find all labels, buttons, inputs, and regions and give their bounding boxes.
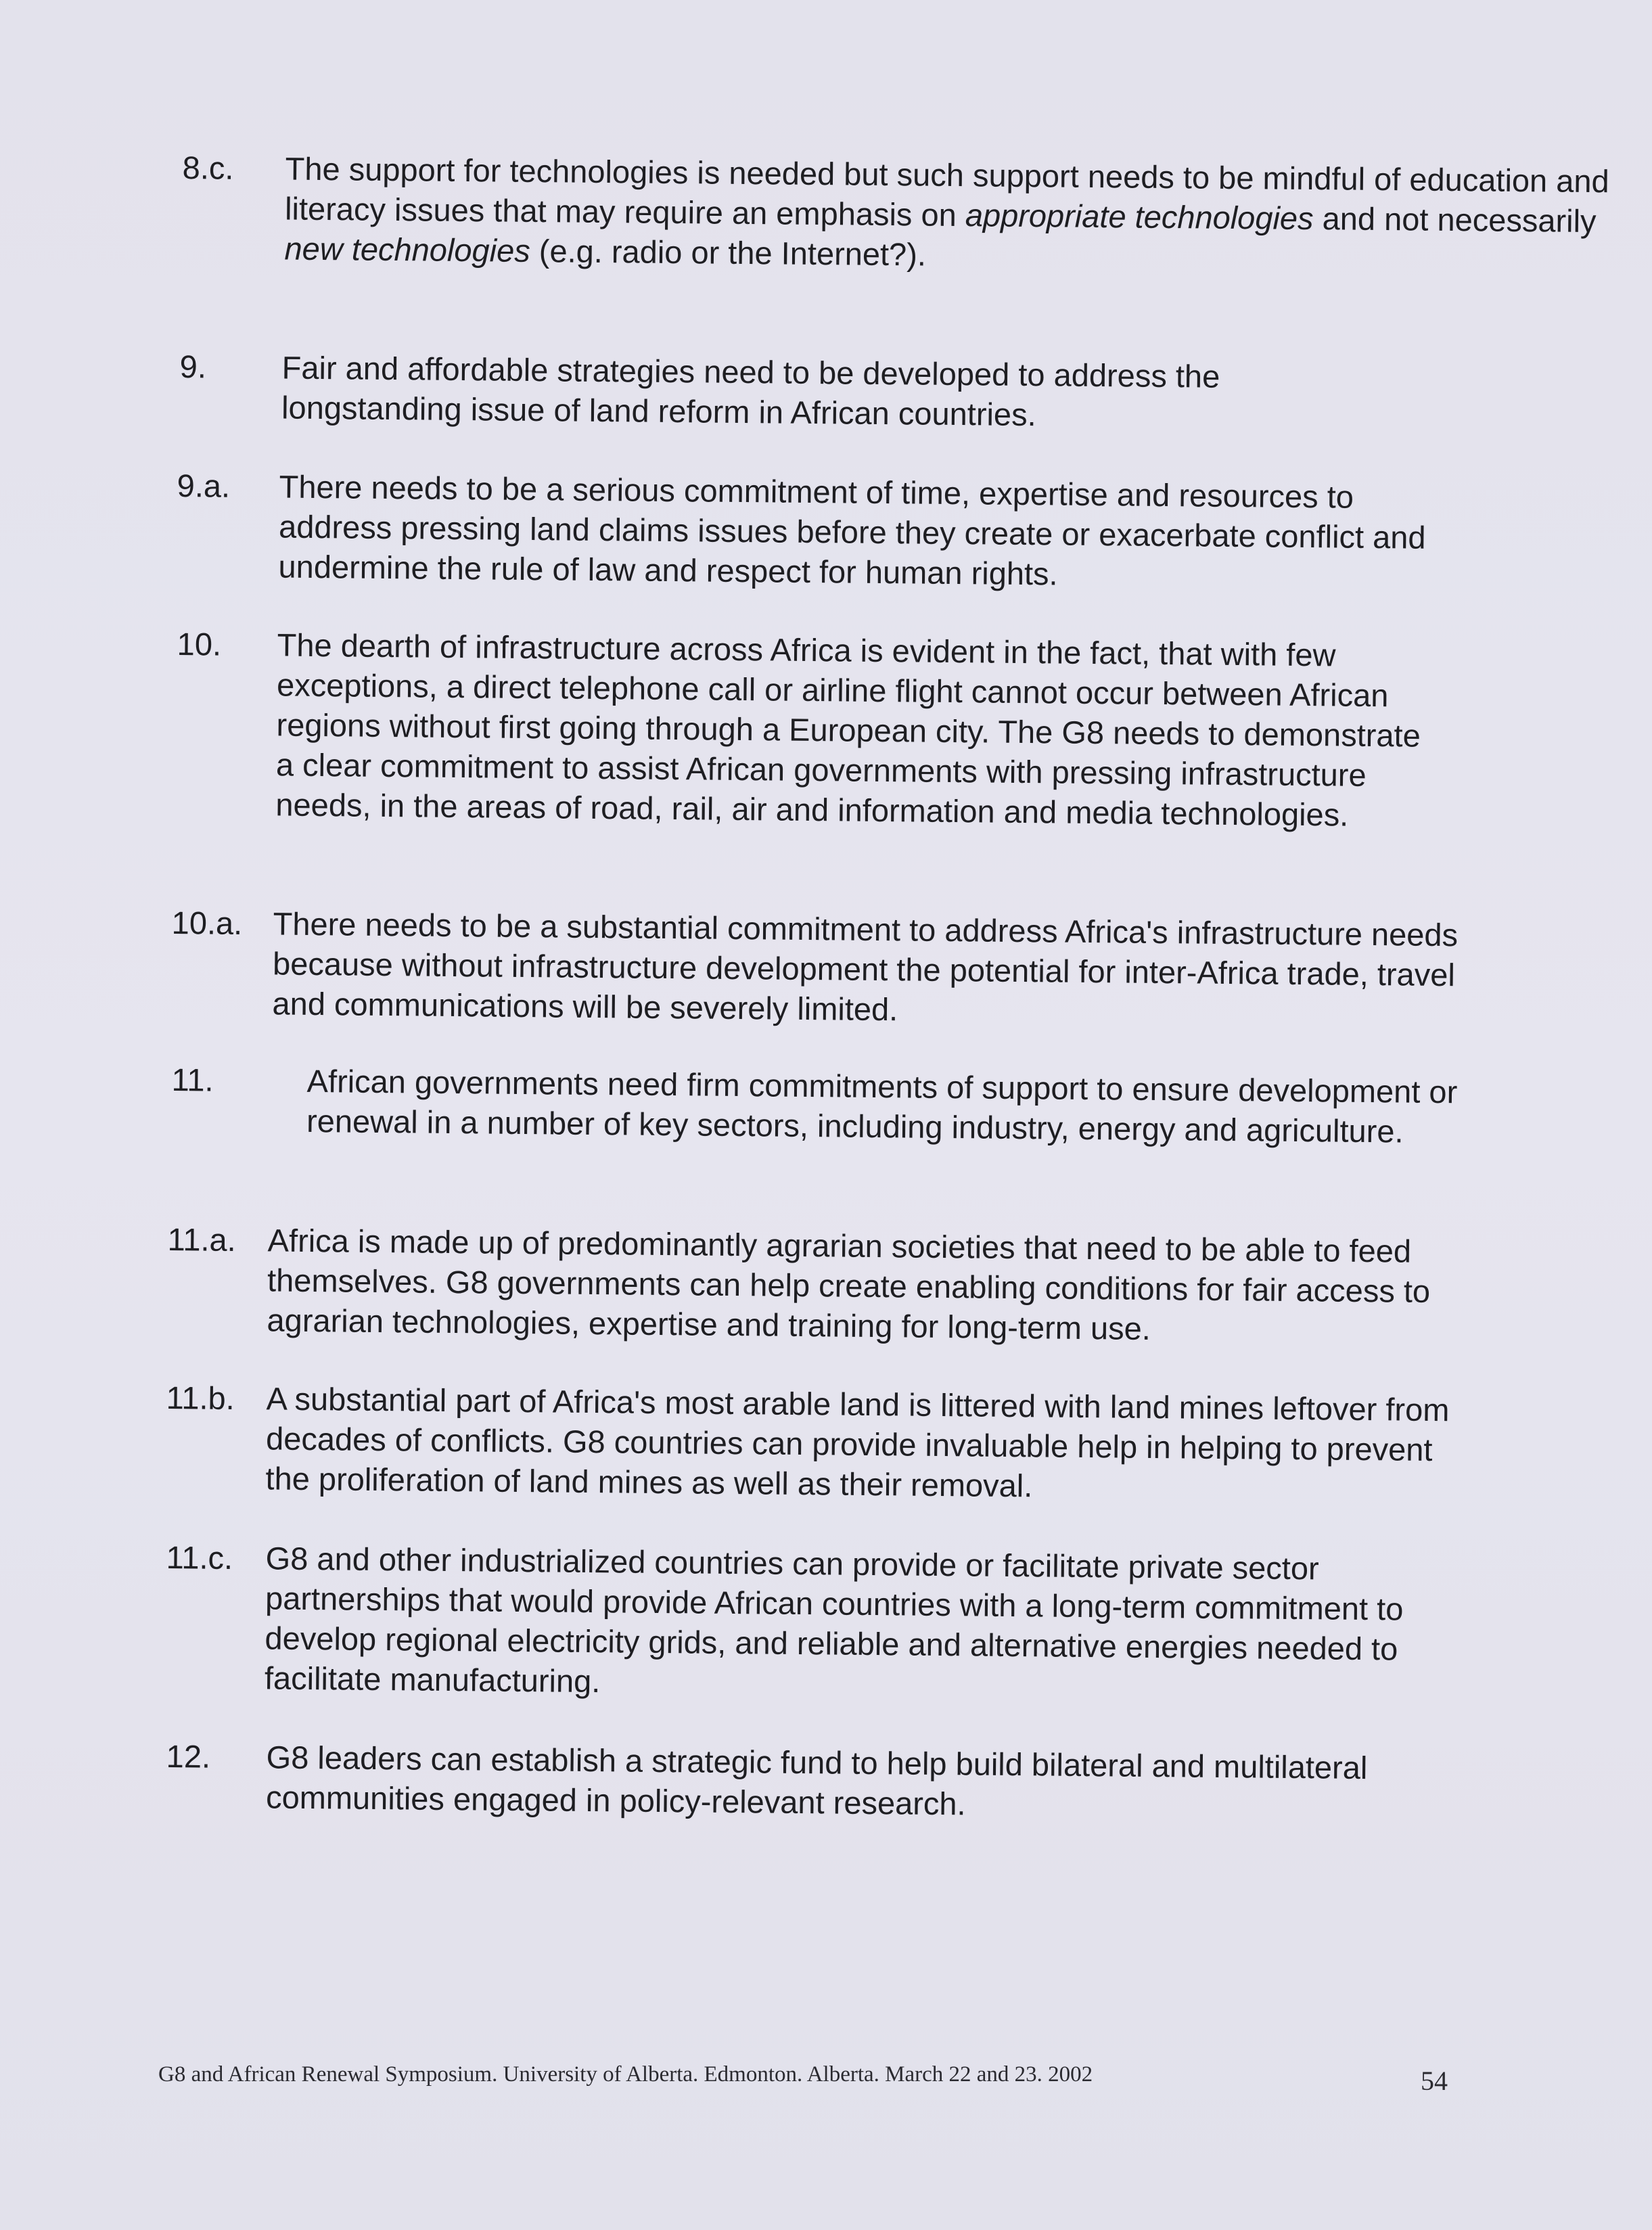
- item-number: 11.b.: [166, 1379, 235, 1416]
- item-text-part: A substantial part of Africa's most arable land is littered with land mines leftover from decades of conflicts. G8 countries can provide invaluable help in helping to prevent the proliferation of land mines as well as their removal.: [265, 1380, 1450, 1504]
- item-number: 9.a.: [177, 467, 231, 504]
- item-text-part: G8 and other industrialized countries can provide or facilitate private sector partnerships that would provide African countries with a long-term commitment to develop regional electricity grids, and reliable and alternative energies needed to facilitate manufacturing.: [264, 1540, 1404, 1700]
- item-text: [278, 466, 1470, 597]
- item-text: [266, 1737, 1477, 1828]
- item-text-italic: appropriate technologies: [965, 197, 1314, 237]
- item-text: [275, 624, 1441, 835]
- item-text-part: There needs to be a substantial commitment to address Africa's infrastructure needs because without infrastructure development the potential for inter-Africa trade, travel and communications will be severely limited.: [272, 905, 1459, 1028]
- item-text-part: African governments need firm commitments of support to ensure development or renewal in a number of key sectors, including industry, energy and agriculture.: [306, 1062, 1458, 1150]
- item-text-part: (e.g. radio or the Internet?).: [530, 232, 927, 273]
- item-text: [281, 347, 1297, 436]
- item-text-part: and not necessarily: [1313, 200, 1597, 240]
- item-text: [267, 1220, 1472, 1351]
- item-number: 11.c.: [166, 1539, 233, 1576]
- item-text-part: The dearth of infrastructure across Africa is evident in the fact, that with few exceptions, a direct telephone call or airline flight cannot occur between African regions without first going through a European city. The G8 needs to demonstrate a clear commitment to assist African governments with pressing infrastructure needs, in the areas of road, rail, air and information and media technologies.: [275, 627, 1421, 833]
- item-text-part: G8 leaders can establish a strategic fund to help build bilateral and multilateral communities engaged in policy-relevant research.: [265, 1739, 1368, 1822]
- item-text: [265, 1538, 1456, 1709]
- item-number: 10.: [177, 625, 222, 662]
- item-text-italic: new technologies: [284, 230, 531, 269]
- page-footer: G8 and African Renewal Symposium. University of Alberta. Edmonton. Alberta. March 22 and 23. 2002: [158, 2062, 1093, 2087]
- item-text-part: Africa is made up of predominantly agrarian societies that need to be able to feed themselves. G8 governments can help create enabling conditions for fair access to agrarian technologies, expertise and training for long-term use.: [267, 1222, 1431, 1346]
- item-text-part: There needs to be a serious commitment of time, expertise and resources to address pressing land claims issues before they create or exacerbate conflict and undermine the rule of law and respect for human rights.: [278, 468, 1426, 592]
- item-number: 12.: [166, 1737, 211, 1775]
- item-number: 9.: [179, 348, 207, 385]
- page-number: 54: [1421, 2066, 1448, 2096]
- item-number: 11.a.: [167, 1221, 237, 1258]
- item-text-part: Fair and affordable strategies need to be developed to address the longstanding issue of land reform in African countries.: [281, 349, 1220, 433]
- item-number: 10.a.: [171, 904, 243, 942]
- item-number: 11.: [171, 1061, 214, 1098]
- item-text: [272, 903, 1477, 1034]
- item-text-part: The support for technologies is needed but such support needs to be mindful of education and literacy issues that may require an emphasis on: [284, 150, 1609, 233]
- item-text: [284, 148, 1625, 281]
- item-text: [306, 1061, 1471, 1152]
- item-text: [265, 1378, 1464, 1509]
- item-number: 8.c.: [182, 149, 234, 186]
